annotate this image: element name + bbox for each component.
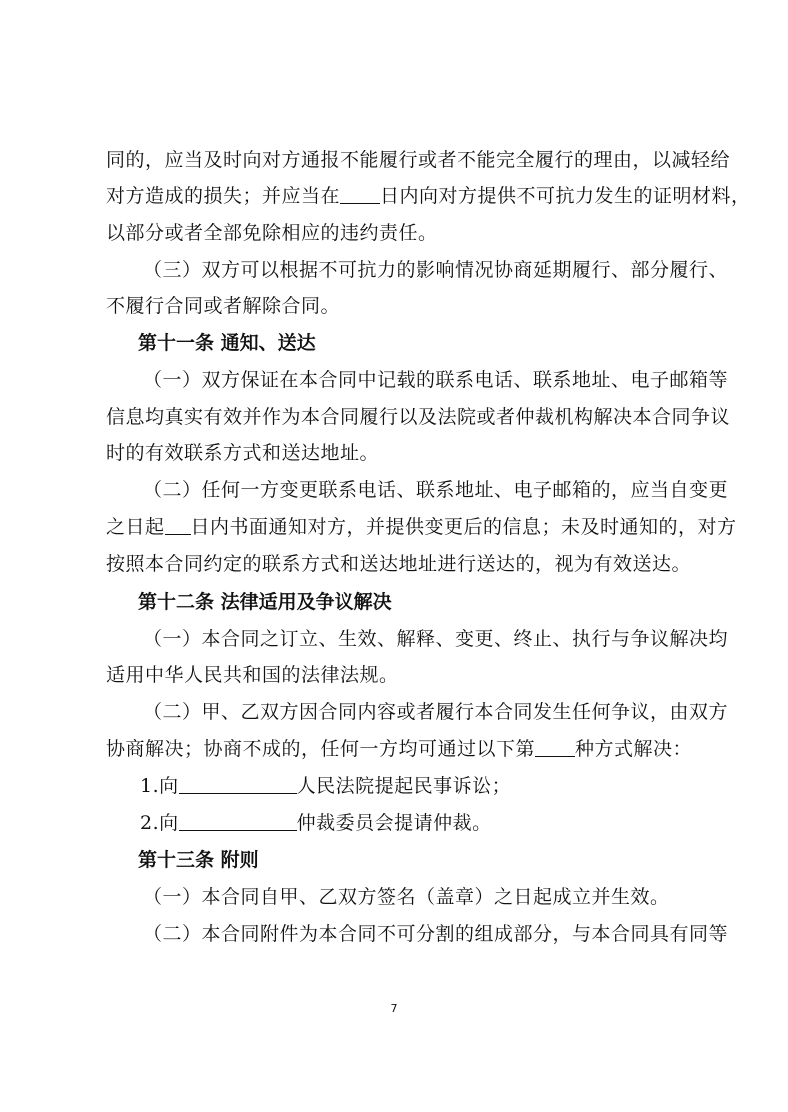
blank-court-field [179,775,297,794]
paragraph-line: 信息均真实有效并作为本合同履行以及法院或者仲裁机构解决本合同争议 [106,406,731,428]
paragraph-line: 同的，应当及时向对方通报不能履行或者不能完全履行的理由，以减轻给 [106,149,731,171]
paragraph-line: 按照本合同约定的联系方式和送达地址进行送达的，视为有效送达。 [106,553,692,575]
page-number: 7 [390,1002,398,1015]
paragraph-line: 之日起 日内书面通知对方，并提供变更后的信息；未及时通知的，对方 [106,516,737,538]
blank-days-field [340,185,380,204]
paragraph-line: 协商解决；协商不成的，任何一方均可通过以下第 种方式解决： [106,738,693,760]
option-line: 1.向 人民法院提起民事诉讼； [140,775,512,797]
paragraph-line: 不履行合同或者解除合同。 [106,295,341,317]
article-11-heading: 第十一条 通知、送达 [138,332,316,354]
blank-arbitration-field [179,812,297,831]
paragraph-line: （一）本合同自甲、乙双方签名（盖章）之日起成立并生效。 [143,886,670,908]
blank-days-field [165,516,191,535]
paragraph-line: 适用中华人民共和国的法律法规。 [106,664,399,686]
paragraph-line: （一）双方保证在本合同中记载的联系电话、联系地址、电子邮箱等 [143,369,729,391]
paragraph-line: （二）任何一方变更联系电话、联系地址、电子邮箱的，应当自变更 [143,479,729,501]
paragraph-line: （三）双方可以根据不可抗力的影响情况协商延期履行、部分履行、 [143,259,729,281]
article-12-heading: 第十二条 法律适用及争议解决 [138,591,392,613]
paragraph-line: （二）甲、乙双方因合同内容或者履行本合同发生任何争议，由双方 [143,701,729,723]
blank-option-number-field [535,738,575,757]
paragraph-line: 时的有效联系方式和送达地址。 [106,442,380,464]
paragraph-line: （一）本合同之订立、生效、解释、变更、终止、执行与争议解决均 [143,628,729,650]
article-13-heading: 第十三条 附则 [138,849,259,871]
option-line: 2.向 仲裁委员会提请仲裁。 [140,812,492,834]
paragraph-line: 以部分或者全部免除相应的违约责任。 [106,222,438,244]
paragraph-line: （二）本合同附件为本合同不可分割的组成部分，与本合同具有同等 [143,923,729,945]
paragraph-line: 对方造成的损失；并应当在 日内向对方提供不可抗力发生的证明材料， [106,185,751,207]
